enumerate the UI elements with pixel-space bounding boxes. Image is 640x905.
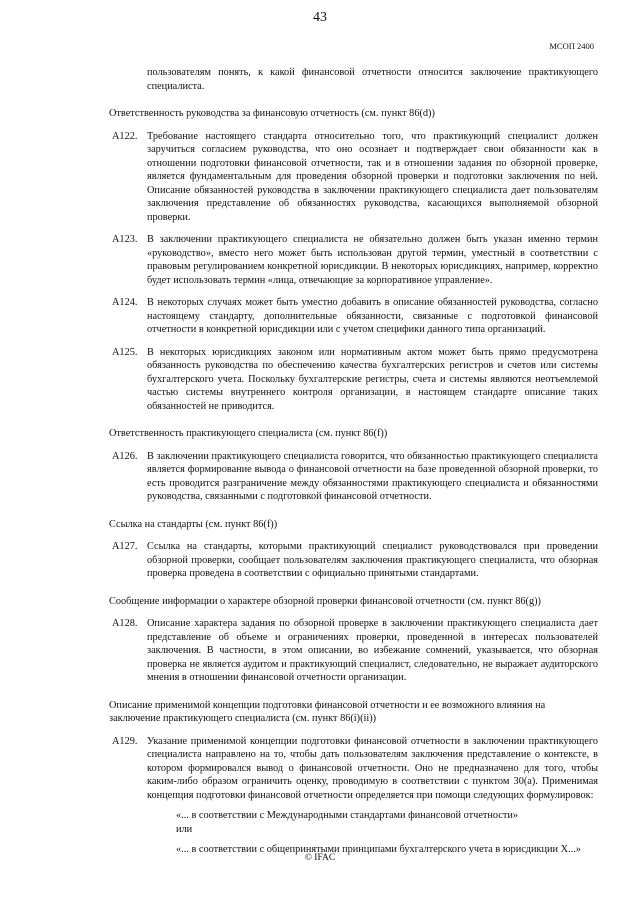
paragraph-a127 (112, 540, 598, 581)
paragraph-text: В заключении практикующего специалиста говорится, что обязанностью практикующего специалиста является формирование вывода о финансовой отчетности на базе проведенной обзорной проверки, то есть проводится разграничение между обязанностями практикующего специалиста и обязанностями руководства, связанными с подготовкой финансовой отчетности. (147, 450, 598, 502)
paragraph-a123 (112, 233, 598, 287)
section-heading-standards-reference: Ссылка на стандарты (см. пункт 86(f)) (109, 518, 278, 530)
paragraph-a122 (112, 130, 598, 225)
paragraph-number: A123. (112, 234, 138, 245)
paragraph-number: A125. (112, 346, 138, 358)
paragraph-text: Описание характера задания по обзорной проверке в заключении практикующего специалиста дает представление об объеме и ограничениях проверки, проведенной в интересах пользователей заключения. В частности, в этом описании, во избежание сомнений, указывается, что обзорная проверка не является аудитом и практикующий специалист, следовательно, не выражает аудиторского мнения в отношении финансовой отчетности организации. (147, 618, 598, 683)
paragraph-text: В некоторых юрисдикциях законом или нормативным актом может быть прямо предусмотрена обязанность руководства по обеспечению качества бухгалтерских регистров и счетов или системы бухгалтерского учета. Поскольку бухгалтерские регистры, счета и системы являются неотъемлемой частью системы внутреннего контроля организации, в настоящем стандарте описание таких обязанностей не приводится. (147, 346, 598, 412)
page-number: 43 (313, 10, 327, 25)
paragraph-number: A122. (112, 130, 138, 142)
intro-continuation: пользователям понять, к какой финансовой отчетности относится заключение практикующего специалиста. (147, 67, 598, 92)
paragraph-number: A126. (112, 450, 138, 462)
section-heading-management-responsibility: Ответственность руководства за финансовую отчетность (см. пункт 86(d)) (109, 108, 435, 119)
paragraph-number: A127. (112, 541, 138, 552)
document-code: МСОП 2400 (549, 41, 594, 51)
paragraph-number: A124. (112, 297, 138, 308)
quote-ifrs: «... в соответствии с Международными стандартами финансовой отчетности» (176, 810, 519, 821)
paragraph-a128 (112, 617, 598, 685)
section-heading-practitioner-responsibility: Ответственность практикующего специалиста (см. пункт 86(f)) (109, 428, 388, 439)
paragraph-text: В заключении практикующего специалиста не обязательно должен быть указан именно термин «руководство», вместо него может быть использован другой термин, уместный в соответствии с правовым регулированием конкретной юрисдикции. В некоторых юрисдикциях, например, корректно будет использовать термин «лица, отвечающие за корпоративное управление». (147, 234, 598, 286)
paragraph-a126 (112, 450, 598, 504)
paragraph-a124 (112, 296, 598, 337)
section-heading-review-nature: Сообщение информации о характере обзорной проверки финансовой отчетности (см. пункт 86(g)) (109, 595, 541, 607)
footer-copyright: © IFAC (304, 853, 336, 863)
quote-or: или (176, 823, 193, 835)
quote-gaap: «... в соответствии с общепринятыми принципами бухгалтерского учета в юрисдикции X...» (176, 844, 581, 855)
paragraph-text: В некоторых случаях может быть уместно добавить в описание обязанностей руководства, согласно настоящему стандарту, дополнительные обязанности, связанные с подготовкой финансовой отчетности в конкретной юрисдикции или с учетом специфики данного типа организаций. (147, 297, 598, 335)
paragraph-number: A128. (112, 618, 138, 629)
paragraph-text: Требование настоящего стандарта относительно того, что практикующий специалист должен заручиться согласием руководства, что оно осознает и подтверждает свои обязанности как в отношении подготовки финансовой отчетности, так и в отношении задания по обзорной проверке, является фундаментальным для проведения обзорной проверки и подготовки заключения по ней. Описание обязанностей руководства в заключении практикующего специалиста дает пользователям заключения представление об обязанностях руководства, касающихся выполняемой обзорной проверки. (147, 130, 598, 223)
paragraph-a125 (112, 346, 598, 414)
section-heading-framework-description: Описание применимой концепции подготовки финансовой отчетности и ее возможного влияния на заключение практикующего специалиста (см. пункт 86(i)(ii)) (109, 699, 546, 724)
paragraph-text: Указание применимой концепции подготовки финансовой отчетности в заключении практикующего специалиста направлено на то, чтобы дать пользователям заключения представление о контексте, в котором формировался вывод о финансовой отчетности. Оно не предназначено для того, чтобы каким-либо образом ограничить оценку, проводимую в соответствии с пунктом 30(а). Применимая концепция подготовки финансовой отчетности определяется при помощи следующих формулировок: (147, 735, 598, 801)
paragraph-text: Ссылка на стандарты, которыми практикующий специалист руководствовался при проведении обзорной проверки, сообщает пользователям заключения практикующего специалиста, что обзорная проверка проведена в соответствии с официально принятыми стандартами. (147, 541, 598, 579)
page-content (109, 66, 598, 857)
paragraph-number: A129. (112, 735, 138, 747)
paragraph-a129 (112, 735, 598, 803)
